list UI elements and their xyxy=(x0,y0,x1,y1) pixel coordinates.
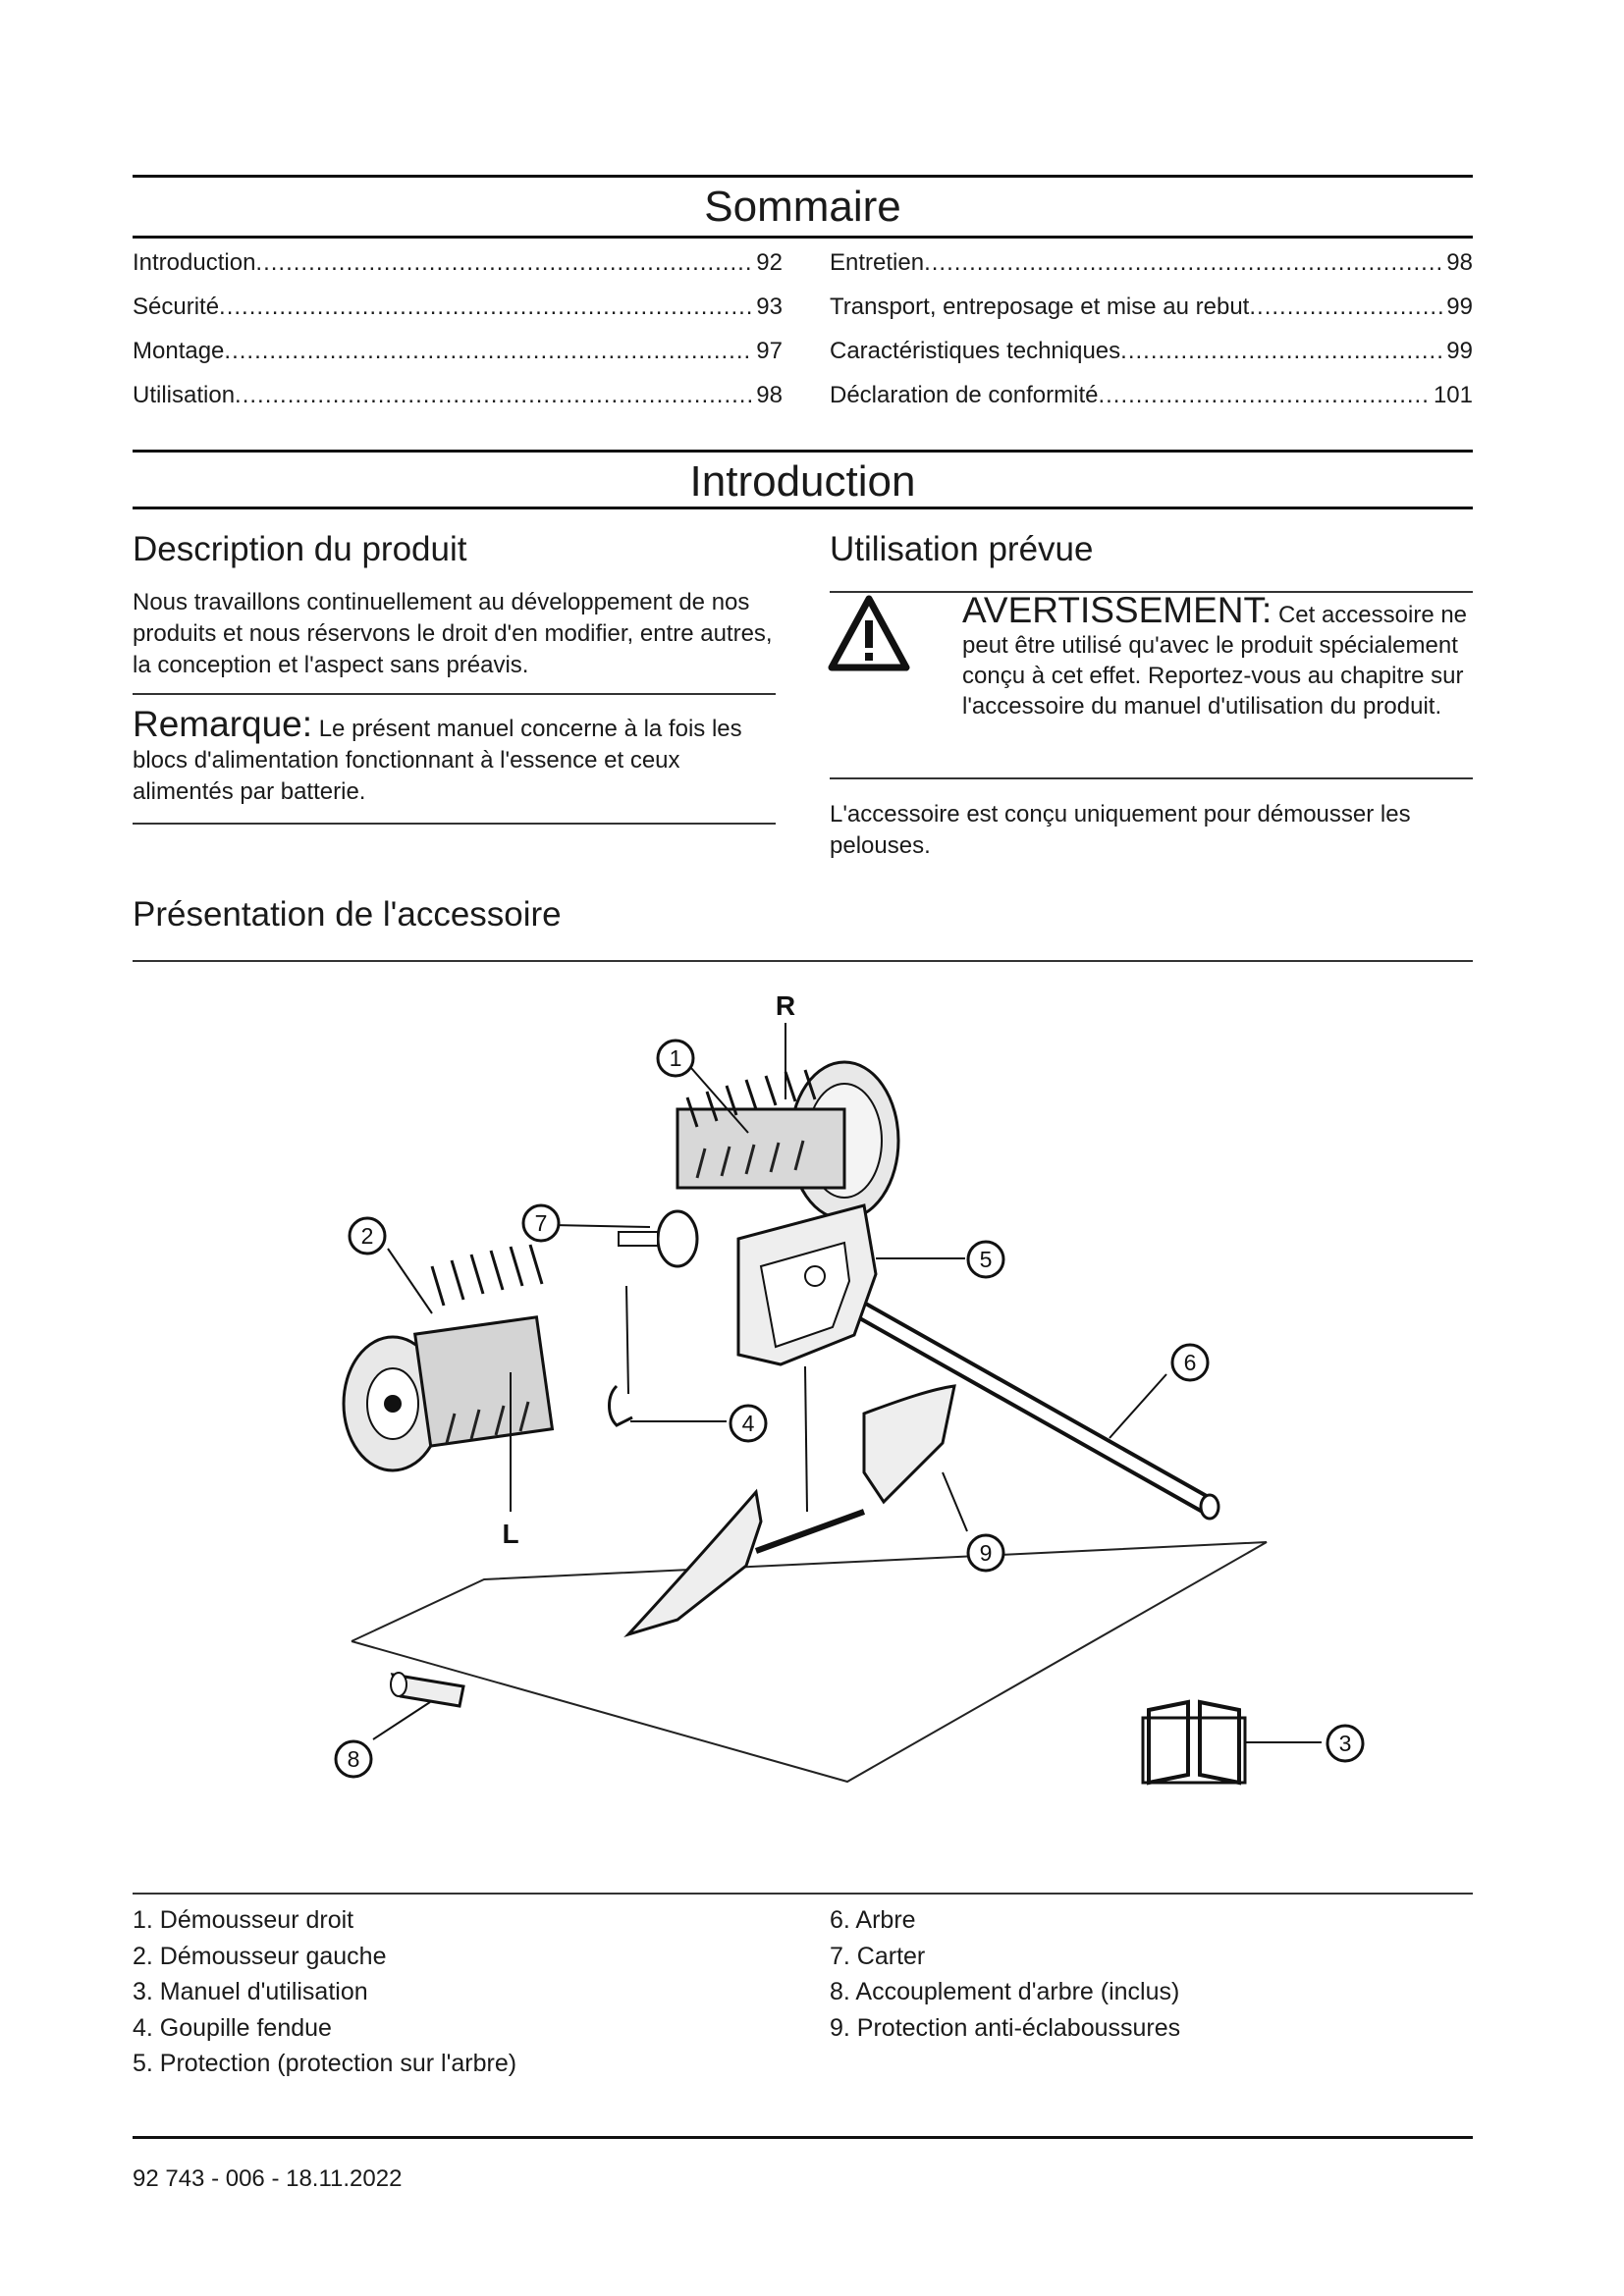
description-heading: Description du produit xyxy=(133,530,467,568)
toc-entry[interactable]: Déclaration de conformité ..... 101 xyxy=(830,382,1473,426)
callout-r: R xyxy=(775,990,796,1021)
toc-entry[interactable]: Montage ..... 97 xyxy=(133,338,783,382)
footer-rule xyxy=(133,2136,1473,2139)
description-text: Nous travaillons continuellement au développement de nos produits et nous réservons le droit d'en modifier, entre autres, la conception et l'aspect sans préavis. xyxy=(133,589,773,678)
toc-title: Sommaire xyxy=(704,183,901,231)
overview-rule xyxy=(133,960,1473,962)
warning-label: AVERTISSEMENT: xyxy=(962,590,1272,630)
toc-entry[interactable]: Utilisation ..... 98 xyxy=(133,382,783,426)
callout-3: 3 xyxy=(1338,1731,1352,1756)
intro-top-rule xyxy=(133,450,1473,453)
note-label: Remarque: xyxy=(133,704,313,744)
toc-entry[interactable]: Caractéristiques techniques ..... 99 xyxy=(830,338,1473,382)
usage-text: L'accessoire est conçu uniquement pour démousser les pelouses. xyxy=(830,801,1411,859)
accessory-diagram xyxy=(0,972,1624,1806)
toc-entry[interactable]: Entretien ..... 98 xyxy=(830,249,1473,294)
legend-item: 1. Démousseur droit xyxy=(133,1906,354,1934)
callout-l: L xyxy=(502,1519,519,1549)
intro-title: Introduction xyxy=(689,457,916,506)
legend-item: 5. Protection (protection sur l'arbre) xyxy=(133,2050,517,2077)
legend-item: 4. Goupille fendue xyxy=(133,2013,332,2042)
callout-2: 2 xyxy=(360,1223,374,1249)
legend-item: 6. Arbre xyxy=(830,1906,916,1934)
legend-left xyxy=(133,1902,516,2082)
left-dethatcher xyxy=(344,1245,552,1470)
legend-item: 9. Protection anti-éclaboussures xyxy=(830,2013,1181,2042)
toc-entry[interactable]: Sécurité ..... 93 xyxy=(133,294,783,338)
intro-title-rule xyxy=(133,507,1473,509)
legend-item: 8. Accouplement d'arbre (inclus) xyxy=(830,1978,1180,2005)
toc-entry[interactable]: Transport, entreposage et mise au rebut ..... 99 xyxy=(830,294,1473,338)
legend-item: 2. Démousseur gauche xyxy=(133,1942,387,1970)
callout-9: 9 xyxy=(979,1540,993,1566)
callout-5: 5 xyxy=(979,1247,993,1272)
warning-bottom-rule xyxy=(830,777,1473,779)
description-rule xyxy=(133,693,776,695)
note-text: Le présent manuel concerne à la fois les blocs d'alimentation fonctionnant à l'essence et ceux alimentés par batterie. xyxy=(133,716,742,805)
toc-left-column xyxy=(133,249,783,426)
callout-6: 6 xyxy=(1183,1350,1197,1375)
toc-right-column xyxy=(830,249,1473,426)
note-rule xyxy=(133,823,776,825)
legend-item: 7. Carter xyxy=(830,1942,926,1970)
warning-block xyxy=(962,590,1473,721)
toc-title-rule xyxy=(133,236,1473,239)
splash-guard xyxy=(628,1366,954,1634)
legend-rule xyxy=(133,1893,1473,1895)
warning-triangle-icon xyxy=(828,595,910,671)
callout-7: 7 xyxy=(534,1210,548,1236)
legend-item: 3. Manuel d'utilisation xyxy=(133,1978,368,2005)
legend-right xyxy=(830,1902,1180,2046)
overview-heading: Présentation de l'accessoire xyxy=(133,895,562,934)
usage-heading: Utilisation prévue xyxy=(830,530,1094,568)
callout-4: 4 xyxy=(741,1411,755,1436)
callout-1: 1 xyxy=(669,1045,682,1071)
shaft-guard xyxy=(738,1205,876,1364)
manual-book-icon xyxy=(1143,1702,1245,1783)
note-block xyxy=(133,704,776,808)
shaft-coupling xyxy=(391,1673,463,1706)
footer-code: 92 743 - 006 - 18.11.2022 xyxy=(133,2165,403,2192)
toc-entry[interactable]: Introduction ..... 92 xyxy=(133,249,783,294)
callout-8: 8 xyxy=(347,1746,360,1772)
top-rule xyxy=(133,175,1473,178)
warning-text: Cet accessoire ne peut être utilisé qu'avec le produit spécialement conçu à cet effet. Reportez-vous au chapitre sur l'accessoire du manuel d'utilisation du produit. xyxy=(962,602,1468,720)
